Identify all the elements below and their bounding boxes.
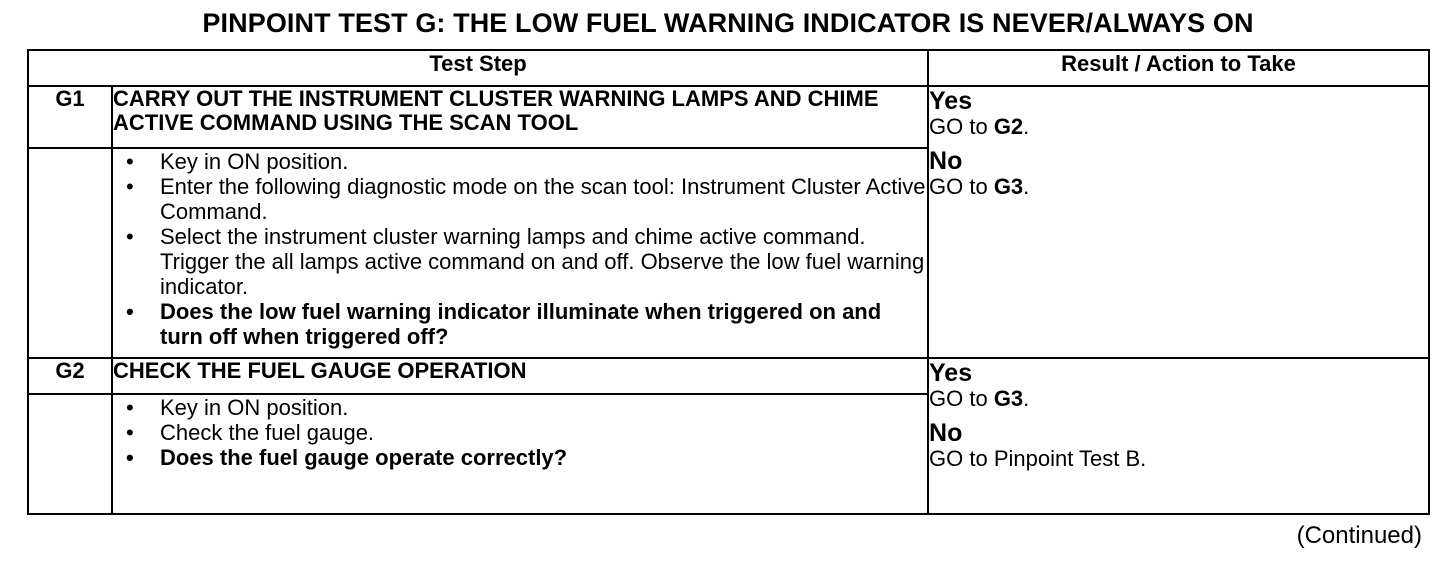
yes-action: GO to G2. [929, 114, 1030, 139]
list-item: • Enter the following diagnostic mode on the scan tool: Instrument Cluster Active Command. [113, 174, 927, 224]
no-action: GO to Pinpoint Test B. [929, 446, 1147, 471]
step-bullet-list [113, 149, 927, 349]
table-header-row [28, 50, 1429, 86]
pinpoint-test-table [27, 49, 1430, 515]
step-body [112, 148, 928, 358]
continued-note: (Continued) [1296, 522, 1422, 549]
yes-label: Yes [929, 87, 973, 115]
list-item: • Check the fuel gauge. [113, 420, 927, 445]
step-title-row [28, 86, 1429, 148]
step-id: G2 [28, 358, 112, 394]
step-question: • Does the fuel gauge operate correctly? [113, 445, 927, 470]
step-title-row [28, 358, 1429, 394]
yes-action: GO to G3. [929, 386, 1030, 411]
step-id: G1 [28, 86, 112, 148]
step-result [928, 358, 1429, 514]
no-action: GO to G3. [929, 174, 1030, 199]
step-title: CARRY OUT THE INSTRUMENT CLUSTER WARNING LAMPS AND CHIME ACTIVE COMMAND USING THE SCAN TOOL [112, 86, 928, 148]
list-item: • Select the instrument cluster warning lamps and chime active command. Trigger the all lamps active command on and off. Observe the low fuel warning indicator. [113, 224, 927, 299]
yes-target: G3 [993, 386, 1024, 411]
list-item: • Key in ON position. [113, 149, 927, 174]
step-id-blank [28, 394, 112, 514]
no-label: No [929, 419, 963, 447]
step-title: CHECK THE FUEL GAUGE OPERATION [112, 358, 928, 394]
test-step-header: Test Step [28, 50, 928, 86]
list-item: • Key in ON position. [113, 395, 927, 420]
no-label: No [929, 147, 963, 175]
step-body [112, 394, 928, 514]
no-target: G3 [993, 174, 1024, 199]
page-title: PINPOINT TEST G: THE LOW FUEL WARNING INDICATOR IS NEVER/ALWAYS ON [202, 8, 1254, 38]
yes-target: G2 [993, 114, 1024, 139]
step-question: • Does the low fuel warning indicator illuminate when triggered on and turn off when triggered off? [113, 299, 927, 349]
result-header: Result / Action to Take [928, 50, 1429, 86]
yes-label: Yes [929, 359, 973, 387]
step-bullet-list [113, 395, 927, 470]
step-result [928, 86, 1429, 358]
step-id-blank [28, 148, 112, 358]
